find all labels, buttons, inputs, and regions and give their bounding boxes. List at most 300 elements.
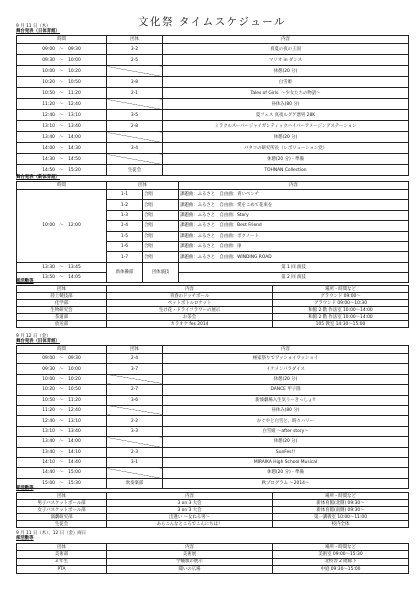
group-cell: 3-7 (107, 364, 163, 374)
group-cell: 1-6 (107, 241, 143, 251)
table-row (17, 66, 409, 77)
table-row (17, 293, 409, 300)
time-cell (17, 447, 107, 457)
type-cell: 合唱 (143, 252, 179, 262)
column-header: 場所・時間など (273, 286, 409, 293)
place-cell: 和館 2 階 作法室 10:00～14:00 (273, 314, 409, 321)
day2-date: 9 月 12 日（金） (16, 334, 51, 339)
group-cell: PTA (17, 566, 107, 574)
group-cell: 1-4 (107, 221, 143, 231)
type-cell: 合唱 (143, 190, 179, 200)
content-cell: あらこんなところでこんにちは！ (107, 521, 273, 528)
content-cell: 出逢い ～女ねる男～ (107, 514, 273, 521)
content-cell: 聞いの広場 (107, 566, 273, 574)
day2-club-heading: 部活動等 (16, 486, 34, 491)
content-cell: バタコの研究所長（レボリューション党） (163, 143, 409, 154)
content-cell: 休憩(20 分) (163, 437, 409, 447)
group-cell (107, 132, 163, 143)
end-time: 12:40 (68, 408, 81, 414)
tilde-separator: ～ (54, 470, 69, 476)
group-cell: 3-3 (107, 426, 163, 436)
end-time: 15:20 (68, 167, 81, 173)
column-header: 団体 (107, 182, 179, 190)
table-header-row (17, 346, 409, 354)
place-cell: 第一講義室 10:00～11:00 (273, 514, 409, 521)
start-time: 13:40 (42, 439, 55, 445)
start-time: 10:00 (42, 223, 55, 229)
content-cell: SunFes!! (163, 447, 409, 457)
place-cell: グラウンド 09:00～ (273, 293, 409, 300)
end-time: 14:30 (68, 145, 81, 151)
content-cell: 休憩(20 分)・準備 (163, 154, 409, 165)
table-row (17, 77, 409, 88)
time-cell (17, 395, 107, 405)
column-header: 内容 (107, 286, 273, 293)
table-row (17, 154, 409, 165)
group-cell: 化学部 (17, 300, 107, 307)
start-time: 13:10 (42, 123, 55, 129)
group-cell: 陸上競技部 (17, 293, 107, 300)
day1-date: 9 月 11 日（木） (16, 24, 51, 29)
content-cell: TOHNAN Collection (163, 165, 409, 176)
content-cell: 休憩(20 分)・準備 (163, 468, 409, 478)
time-cell (17, 405, 107, 415)
place-cell: 新体育館(南側) 09:30～ (273, 507, 409, 514)
table-row (17, 132, 409, 143)
group-cell: 1-7 (107, 252, 143, 262)
table-row (17, 143, 409, 154)
table-row (17, 110, 409, 121)
group-cell: 美術部 (17, 551, 107, 559)
end-time: 14:05 (68, 274, 81, 280)
both-heading: 部活動等 (16, 536, 34, 541)
content-cell: 3 on 3 大会 (107, 500, 273, 507)
table-row (17, 314, 409, 321)
tilde-separator: ～ (54, 123, 69, 129)
tilde-separator: ～ (54, 264, 69, 270)
start-time: 13:40 (42, 449, 55, 455)
day1-stage-table (16, 35, 409, 176)
tilde-separator: ～ (54, 397, 69, 403)
table-row (17, 165, 409, 176)
group-cell: 2-5 (107, 55, 163, 66)
tilde-separator: ～ (54, 274, 69, 280)
tilde-separator: ～ (54, 376, 69, 382)
tilde-separator: ～ (54, 57, 69, 63)
content-cell: カラオケ fes 2014 (107, 321, 273, 328)
group-cell (107, 468, 163, 478)
time-cell (17, 426, 107, 436)
content-cell: 昼休み(80 分) (163, 99, 409, 110)
group-cell (107, 99, 163, 110)
content-cell: 美術展 (107, 551, 273, 559)
tilde-separator: ～ (54, 480, 69, 486)
table-row (17, 307, 409, 314)
tilde-separator: ～ (54, 167, 69, 173)
tilde-separator: ～ (54, 387, 69, 393)
end-time: 09:30 (68, 46, 81, 52)
start-time: 13:30 (42, 264, 55, 270)
start-time: 10:00 (42, 376, 55, 382)
tilde-separator: ～ (54, 449, 69, 455)
day1-stage-body (17, 44, 409, 176)
start-time: 12:40 (42, 112, 55, 118)
day1-stage-heading: 舞台発表（日体育館） (16, 29, 60, 34)
end-time: 09:30 (68, 356, 81, 362)
content-cell: 秋プログラム ～2014～ (163, 478, 409, 488)
table-row (17, 354, 409, 364)
table-row (17, 468, 409, 478)
tilde-separator: ～ (54, 145, 69, 151)
start-time: 14:40 (42, 470, 55, 476)
start-time: 14:00 (42, 145, 55, 151)
place-cell: 北校舎 2 階廊下 (273, 558, 409, 566)
table-row (17, 457, 409, 467)
table-row (17, 416, 409, 426)
end-time: 10:00 (68, 366, 81, 372)
type-cell: 団体演技 (143, 262, 179, 282)
time-cell (17, 385, 107, 395)
table-header-row (17, 493, 409, 500)
table-row (17, 566, 409, 574)
tilde-separator: ～ (54, 68, 69, 74)
time-cell (17, 121, 107, 132)
content-cell: 3 on 3 大会 (107, 507, 273, 514)
tilde-separator: ～ (54, 223, 69, 229)
content-cell: 休憩(20 分) (163, 66, 409, 77)
day1-club-table (16, 285, 409, 328)
group-cell: 3-5 (107, 110, 163, 121)
end-time: 12:40 (68, 101, 81, 107)
group-cell: 2-8 (107, 121, 163, 132)
start-time: 13:10 (42, 428, 55, 434)
table-row (17, 88, 409, 99)
column-header: 団体 (107, 36, 163, 44)
start-time: 11:20 (42, 408, 55, 414)
tilde-separator: ～ (54, 418, 69, 424)
group-cell: 演劇研究部 (17, 514, 107, 521)
start-time: 10:00 (42, 68, 55, 74)
start-time: 15:00 (42, 480, 55, 486)
time-cell (17, 55, 107, 66)
content-cell: 課題曲：ふるさと 自由曲：WINDING ROAD (179, 252, 409, 262)
content-cell: 第 2 回 演技 (179, 272, 409, 282)
table-row (17, 190, 409, 200)
group-cell: 2-4 (107, 354, 163, 364)
table-row (17, 385, 409, 395)
both-date: 9 月 11 日（木）、12 日（金）両日 (16, 531, 87, 536)
group-cell: 2-7 (107, 385, 163, 395)
column-header: 場所・時間など (273, 544, 409, 551)
table-row (17, 447, 409, 457)
tilde-separator: ～ (54, 79, 69, 85)
time-cell (17, 88, 107, 99)
content-cell: 白雪姫 ～after story～ (163, 426, 409, 436)
group-cell (107, 437, 163, 447)
end-time: 15:30 (68, 480, 81, 486)
column-header: 団体 (17, 286, 107, 293)
time-cell (17, 354, 107, 364)
column-header: 時間 (17, 182, 107, 190)
place-cell: 美術室 09:00～15:30 (273, 551, 409, 559)
end-time: 15:00 (68, 470, 81, 476)
time-cell (17, 143, 107, 154)
time-cell (17, 66, 107, 77)
tilde-separator: ～ (54, 366, 69, 372)
content-cell: 課題曲：ふるさと 自由曲：青いベンチ (179, 190, 409, 200)
table-row (17, 262, 409, 272)
time-cell (17, 165, 107, 176)
group-cell: 新体操部 (107, 262, 143, 282)
time-cell (17, 374, 107, 384)
end-time: 11:20 (68, 90, 81, 96)
column-header: 内容 (163, 36, 409, 44)
group-cell: 3-4 (107, 143, 163, 154)
end-time: 14:00 (68, 134, 81, 140)
content-cell: 昼休み(80 分) (163, 405, 409, 415)
day2-stage-heading: 舞台発表（旧体育館） (16, 339, 60, 344)
end-time: 14:10 (68, 449, 81, 455)
place-cell: 和館 2 階 作法室 10:00～14:00 (273, 307, 409, 314)
start-time: 10:50 (42, 90, 55, 96)
column-header: 内容 (163, 346, 409, 354)
end-time: 13:10 (68, 112, 81, 118)
end-time: 14:50 (68, 156, 81, 162)
group-cell: 生徒会 (17, 521, 107, 528)
table-row (17, 437, 409, 447)
start-time: 09:00 (42, 356, 55, 362)
column-header: 時間 (17, 346, 107, 354)
type-cell: 合唱 (143, 221, 179, 231)
table-row (17, 272, 409, 282)
place-cell: 中庭 09:30～15:00 (273, 566, 409, 574)
content-cell: 休憩(20 分) (163, 132, 409, 143)
day1-new-table (16, 181, 409, 283)
content-cell: 学級旗の展示 (107, 558, 273, 566)
end-time: 13:45 (68, 264, 81, 270)
table-row (17, 300, 409, 307)
end-time: 10:50 (68, 387, 81, 393)
group-cell: 茶道部 (17, 314, 107, 321)
start-time: 11:20 (42, 101, 55, 107)
time-cell (17, 154, 107, 165)
content-cell: ミラクルスーパージャイガンティックハイパーアメージングステーション (163, 121, 409, 132)
group-cell: 1-1 (107, 190, 143, 200)
end-time: 11:20 (68, 397, 81, 403)
group-cell: 1-3 (107, 210, 143, 220)
page-title: 文化祭 タイムスケジュール (138, 16, 286, 28)
place-cell: 105 教室 14:30～15:00 (273, 321, 409, 328)
end-time: 13:40 (68, 428, 81, 434)
group-cell: 1-2 (107, 200, 143, 210)
place-cell: 校内全体 (273, 521, 409, 528)
column-header: 場所・時間など (273, 493, 409, 500)
time-cell (17, 110, 107, 121)
place-cell: 新体育館(北側) 09:30～ (273, 500, 409, 507)
tilde-separator: ～ (54, 428, 69, 434)
start-time: 14:30 (42, 156, 55, 162)
start-time: 10:50 (42, 397, 55, 403)
group-cell: 放送部 (17, 321, 107, 328)
table-row (17, 374, 409, 384)
table-header-row (17, 36, 409, 44)
tilde-separator: ～ (54, 46, 69, 52)
table-row (17, 551, 409, 559)
content-cell: 夏フェス 真夜ルグゲ悪男 28K (163, 110, 409, 121)
content-cell: 課題曲：ふるさと 自由曲：Story (179, 210, 409, 220)
time-cell (17, 44, 107, 55)
content-cell: 生け花・ドライフラワーの展示 (107, 307, 273, 314)
end-time: 13:10 (68, 418, 81, 424)
content-cell: 青春のドッチボール (107, 293, 273, 300)
table-row (17, 55, 409, 66)
table-row (17, 321, 409, 328)
table-row (17, 478, 409, 488)
time-cell (17, 190, 107, 263)
tilde-separator: ～ (54, 101, 69, 107)
day2-club-table (16, 492, 409, 528)
type-cell: 合唱 (143, 200, 179, 210)
day1-club-body (17, 293, 409, 328)
type-cell: 合唱 (143, 231, 179, 241)
group-cell (107, 66, 163, 77)
tilde-separator: ～ (54, 112, 69, 118)
start-time: 12:40 (42, 418, 55, 424)
start-time: 13:50 (42, 274, 55, 280)
table-row (17, 405, 409, 415)
type-cell: 合唱 (143, 210, 179, 220)
end-time: 10:20 (68, 68, 81, 74)
table-header-row (17, 286, 409, 293)
column-header: 時間 (17, 36, 107, 44)
content-cell: イケメンパラダイス (163, 364, 409, 374)
start-time: 09:30 (42, 366, 55, 372)
group-cell (107, 405, 163, 415)
start-time: 10:20 (42, 79, 55, 85)
place-cell: グラウンド 09:00～10:30 (273, 300, 409, 307)
day1-performance-body (17, 262, 409, 282)
end-time: 14:40 (68, 460, 81, 466)
column-header: 団体 (17, 544, 107, 551)
content-cell: 真夏の夜の王国 (163, 44, 409, 55)
time-cell (17, 468, 107, 478)
time-cell (17, 132, 107, 143)
content-cell: DANCE 甲子園 (163, 385, 409, 395)
content-cell: マリオ in ダンス (163, 55, 409, 66)
start-time: 09:30 (42, 57, 55, 63)
column-header: 内容 (179, 182, 409, 190)
table-row (17, 99, 409, 110)
time-cell (17, 262, 107, 272)
content-cell: 極家祭りでワッショイワッショイ (163, 354, 409, 364)
tilde-separator: ～ (54, 90, 69, 96)
time-cell (17, 99, 107, 110)
group-cell: 生物研究会 (17, 307, 107, 314)
tilde-separator: ～ (54, 356, 69, 362)
table-row (17, 521, 409, 528)
tilde-separator: ～ (54, 156, 69, 162)
content-cell: Tales of Girls. ～少女たちの物語～ (163, 88, 409, 99)
content-cell: 課題曲：ふるさと 自由曲：扉 (179, 241, 409, 251)
day2-stage-table (16, 345, 409, 489)
group-cell: 吹奏楽部 (107, 478, 163, 488)
start-time: 14:50 (42, 167, 55, 173)
group-cell: 3-2 (107, 44, 163, 55)
day1-club-heading: 部活動等 (16, 279, 34, 284)
group-cell: 3 年生 (17, 558, 107, 566)
tilde-separator: ～ (54, 460, 69, 466)
end-time: 10:50 (68, 79, 81, 85)
tilde-separator: ～ (54, 134, 69, 140)
table-row (17, 500, 409, 507)
column-header: 内容 (107, 544, 273, 551)
start-time: 13:40 (42, 134, 55, 140)
content-cell: 休憩(20 分) (163, 374, 409, 384)
group-cell: 2-2 (107, 416, 163, 426)
group-cell: 1-5 (107, 231, 143, 241)
table-row (17, 426, 409, 436)
time-cell (17, 416, 107, 426)
table-row (17, 507, 409, 514)
table-row (17, 514, 409, 521)
end-time: 14:00 (68, 439, 81, 445)
group-cell: 3-8 (107, 77, 163, 88)
column-header: 内容 (107, 493, 273, 500)
both-club-table (16, 543, 409, 574)
content-cell: 新湊劇場入生気うーきっしょ!! (163, 395, 409, 405)
column-header: 団体 (17, 493, 107, 500)
time-cell (17, 364, 107, 374)
tilde-separator: ～ (54, 408, 69, 414)
day1-new-heading: 舞台発表（新体育館） (16, 175, 60, 180)
content-cell: 第 1 回 演技 (179, 262, 409, 272)
content-cell: お茶会 (107, 314, 273, 321)
start-time: 09:00 (42, 46, 55, 52)
end-time: 10:20 (68, 376, 81, 382)
start-time: 14:10 (42, 460, 55, 466)
start-time: 10:20 (42, 387, 55, 393)
content-cell: ペットボトルロケット (107, 300, 273, 307)
time-cell (17, 437, 107, 447)
content-cell: 白雪姫 (163, 77, 409, 88)
both-club-body (17, 551, 409, 574)
time-cell (17, 457, 107, 467)
tilde-separator: ～ (54, 439, 69, 445)
time-cell (17, 77, 107, 88)
table-header-row (17, 182, 409, 190)
day1-choir-body (17, 190, 409, 263)
column-header: 団体 (107, 346, 163, 354)
type-cell: 合唱 (143, 241, 179, 251)
table-row (17, 364, 409, 374)
group-cell: 2-1 (107, 88, 163, 99)
table-row (17, 44, 409, 55)
content-cell: MIRAIKA High School Musical (163, 457, 409, 467)
day2-club-body (17, 500, 409, 528)
group-cell: 生徒会 (107, 165, 163, 176)
end-time: 12:00 (68, 223, 81, 229)
table-row (17, 121, 409, 132)
table-row (17, 558, 409, 566)
content-cell: 課題曲：ふるさと 自由曲：愛をこめて花束を (179, 200, 409, 210)
table-header-row (17, 544, 409, 551)
content-cell: かぐやと白雪と、時々ハリー (163, 416, 409, 426)
day2-stage-body (17, 354, 409, 489)
end-time: 10:00 (68, 57, 81, 63)
group-cell (107, 374, 163, 384)
table-row (17, 395, 409, 405)
content-cell: 課題曲：ふるさと 自由曲：Best Friend (179, 221, 409, 231)
